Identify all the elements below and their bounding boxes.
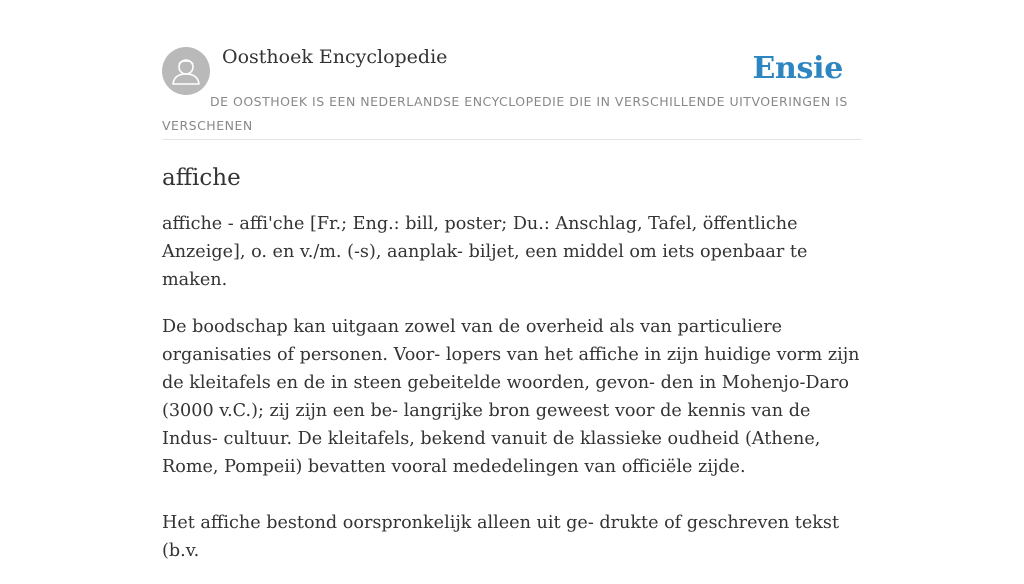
article-title: affiche — [162, 165, 241, 191]
article-paragraph-history: De boodschap kan uitgaan zowel van de overheid als van particuliere organisaties of personen. Voor- lopers van het affiche in zijn huidige vorm zijn de kleitafels en de in steen gebeitelde woorden, gevon- den in Mohenjo-Daro (3000 v.C.); zij zijn een be- langrijke bron geweest voor de kennis van de Indus- cultuur. De kleitafels, bekend vanuit de klassieke oudheid (Athene, Rome, Pompeii) bevatten vooral mededelingen van officiële zijde. Het affiche bestond oorspronkelijk alleen uit ge- drukte of geschreven tekst (b.v. — [162, 317, 860, 561]
site-header — [162, 0, 862, 140]
site-tagline: DE OOSTHOEK IS EEN NEDERLANDSE ENCYCLOPEDIE DIE IN VERSCHILLENDE UITVOERINGEN IS VERSCHENEN — [162, 94, 848, 133]
user-avatar-icon[interactable] — [162, 47, 210, 95]
avatar-silhouette-icon — [162, 47, 210, 95]
page — [162, 0, 862, 584]
article-content — [162, 140, 862, 565]
site-title[interactable]: Oosthoek Encyclopedie — [222, 46, 448, 68]
article-paragraph-definition: affiche - affi'che [Fr.; Eng.: bill, poster; Du.: Anschlag, Tafel, öffentliche Anzeige], o. en v./m. (-s), aanplak- biljet, een middel om iets openbaar te maken. — [162, 214, 808, 290]
brand-logo-link[interactable]: Ensie — [752, 51, 843, 86]
